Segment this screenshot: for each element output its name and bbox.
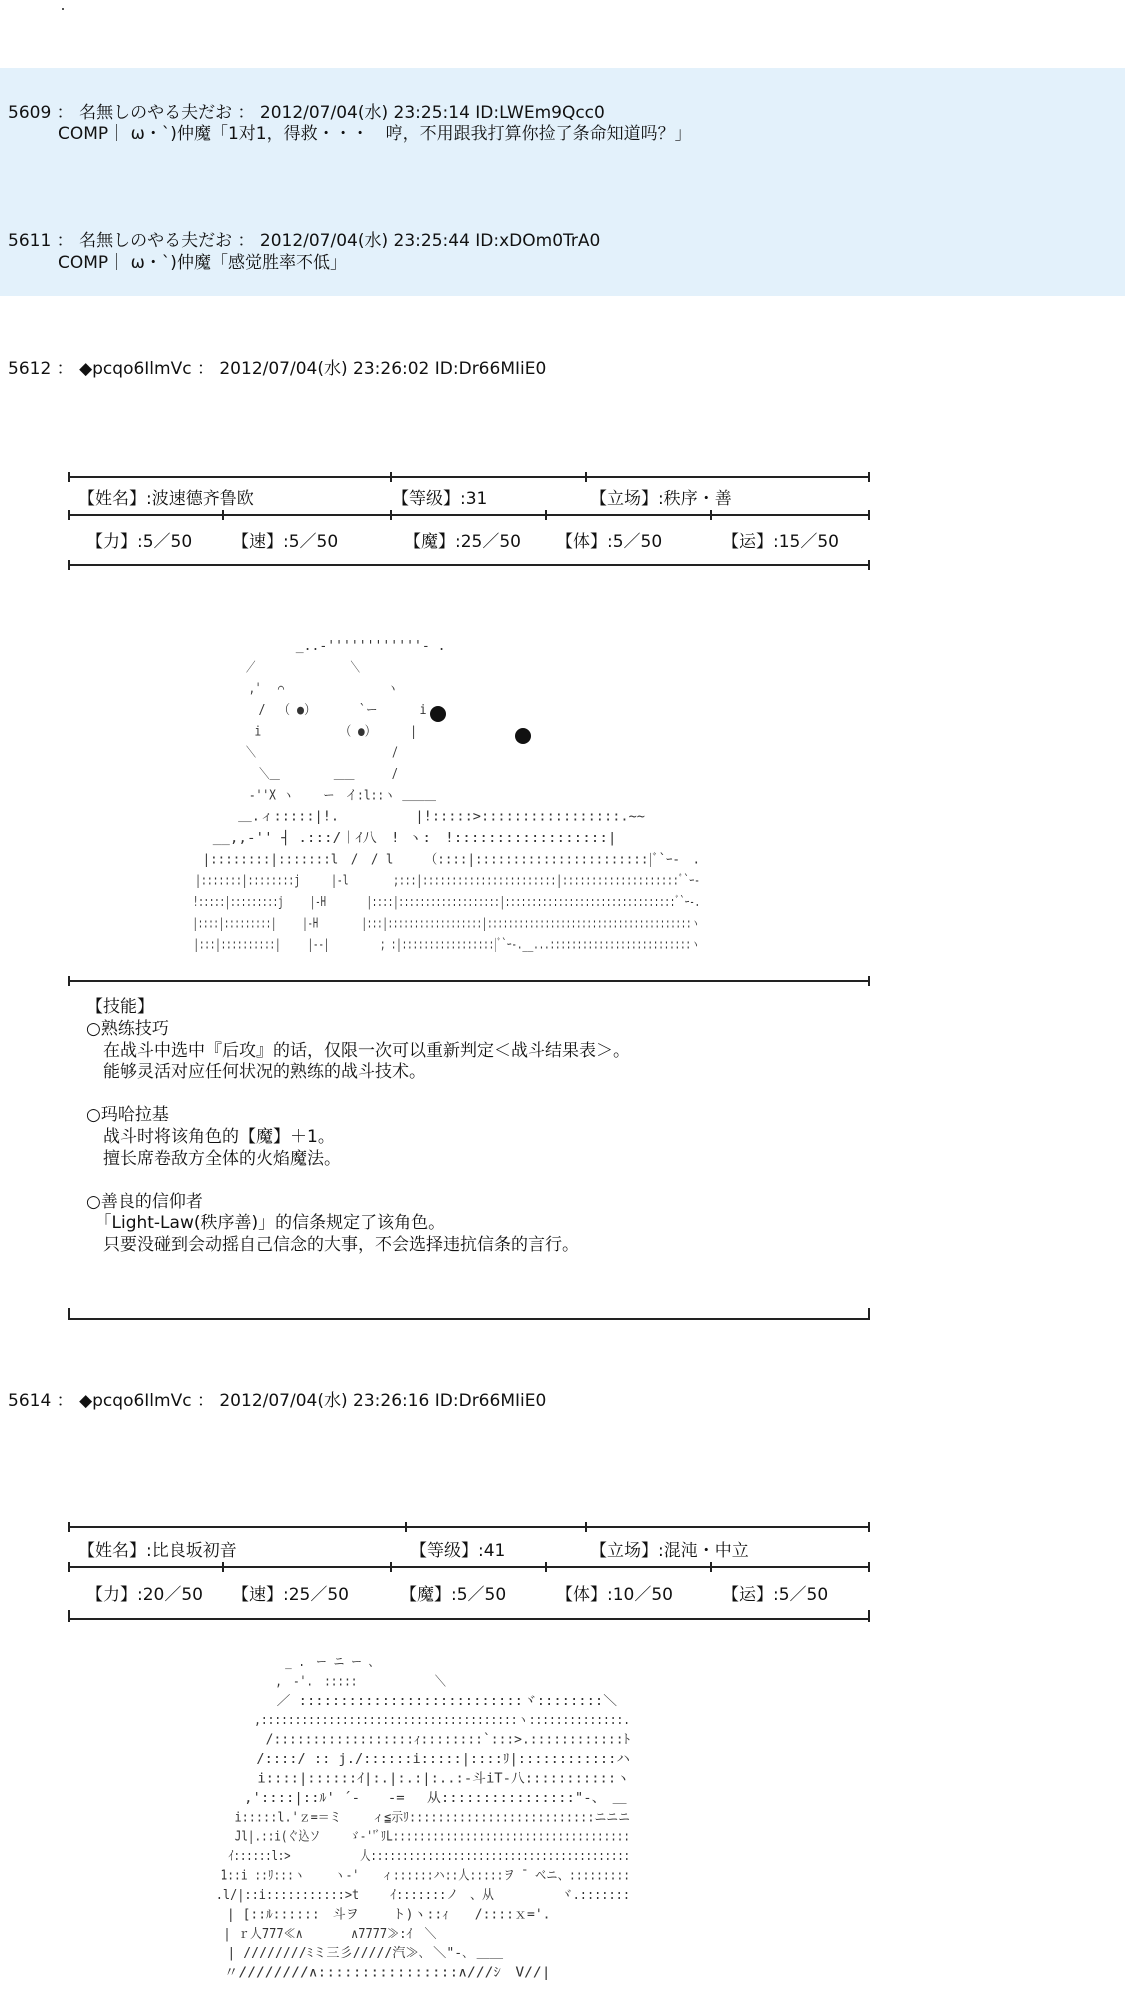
card-tick bbox=[68, 472, 70, 482]
ascii-art-line: ,' ⌒ ヽ bbox=[170, 681, 398, 697]
card-tick bbox=[390, 472, 392, 482]
ascii-art-line: |:::|::::::::::| |--| ; :|:::::::::::::::::|ﾞ`ｰ-.__...::::::::::::::::::::::::::ヽ bbox=[170, 937, 700, 953]
ascii-art-line: Jl|.::i(ぐ込ソ ゞ-''ﾞﾘL:::::::::::::::::::::::::::::::::::: bbox=[180, 1829, 630, 1845]
ascii-art-line: | ｒ人777≪∧ ∧7777≫:ｲ ＼ bbox=[180, 1926, 437, 1942]
ascii-art-line: ＼ / bbox=[170, 745, 398, 761]
ascii-art-line: ／ ＼ bbox=[170, 660, 360, 676]
skill-line: 擅长席卷敌方全体的火焰魔法。 bbox=[86, 1148, 341, 1169]
character-level: 【等级】:31 bbox=[392, 489, 488, 509]
card-tick bbox=[68, 1562, 70, 1572]
character-alignment: 【立场】:混沌・中立 bbox=[590, 1541, 749, 1561]
card-tick bbox=[390, 1562, 392, 1572]
card-tick bbox=[390, 510, 392, 520]
card-tick bbox=[868, 1522, 870, 1532]
ascii-art-line: ,::::::::::::::::::::::::::::::::::::::ヽ::::::::::::::. bbox=[180, 1713, 630, 1729]
ascii-art-line: 〃////////∧::::::::::::::::∧///ｼ V//| bbox=[180, 1965, 551, 1981]
ascii-art-line: 1::i ::ﾘ:::ヽ ヽ-' ィ::::::ハ::人:::::ヲ ˉ ベニ、::::::::: bbox=[180, 1868, 630, 1884]
post-body-5611: COMP｜ ω・`)仲魔「感觉胜率不低」 bbox=[58, 253, 347, 273]
card-rule bbox=[68, 1618, 870, 1620]
card-tick bbox=[585, 472, 587, 482]
card-rule bbox=[68, 564, 870, 566]
post-header-5609: 5609 ： 名無しのやる夫だお ： 2012/07/04(水) 23:25:14 ID:LWEm9Qcc0 bbox=[8, 103, 605, 123]
ascii-art-character-2 bbox=[180, 1652, 640, 2002]
ascii-art-canvas bbox=[170, 636, 710, 976]
card-tick bbox=[868, 1562, 870, 1572]
ascii-art-line: /::::::::::::::::::ｨ::::::::`:::>.::::::::::::ﾄ bbox=[180, 1732, 630, 1748]
card-rule bbox=[68, 1566, 870, 1568]
character-alignment: 【立场】:秩序・善 bbox=[590, 489, 732, 509]
card-tick bbox=[868, 560, 870, 570]
ascii-art-line: |::::::::|:::::::l / / l （::::|:::::::::::::::::::::::|ﾞ`ｰ- . bbox=[170, 852, 700, 868]
ascii-art-line: _..-''''''''''''‐ . bbox=[170, 639, 446, 654]
ascii-art-line: ＿.ィ:::::|!. |!:::::>:::::::::::::::::.~~ bbox=[170, 809, 646, 825]
card-tick bbox=[710, 510, 712, 520]
card-tick bbox=[545, 510, 547, 520]
post-body-5609: COMP｜ ω・`)仲魔「1对1，得救・・・ 哼，不用跟我打算你捡了条命知道吗？」 bbox=[58, 124, 692, 144]
card-tick bbox=[868, 510, 870, 520]
ascii-art-line: ／ :::::::::::::::::::::::::::ヾ::::::::＼ bbox=[180, 1693, 617, 1709]
stat-luck: 【运】:5／50 bbox=[722, 1585, 829, 1605]
ascii-art-line: __,,-'' ┤ .:::/｜ｲ八 ! ヽ: !::::::::::::::::::| bbox=[170, 831, 578, 846]
stat-magic: 【魔】:5／50 bbox=[400, 1585, 507, 1605]
ascii-art-character-1 bbox=[170, 636, 710, 980]
stat-speed: 【速】:25／50 bbox=[232, 1585, 349, 1605]
card-tick bbox=[68, 510, 70, 520]
skill-line: 「Light-Law(秩序善)」的信条规定了该角色。 bbox=[86, 1213, 446, 1234]
skill-line: 在战斗中选中『后攻』的话，仅限一次可以重新判定＜战斗结果表＞。 bbox=[86, 1040, 630, 1061]
ascii-art-line: -''X ヽ ー イ:l::ヽ ＿＿＿ bbox=[170, 788, 436, 804]
stat-power: 【力】:20／50 bbox=[86, 1585, 203, 1605]
ascii-art-line: ｲ::::::l:> 人::::::::::::::::::::::::::::::::::::::::: bbox=[180, 1849, 630, 1865]
stat-magic: 【魔】:25／50 bbox=[404, 532, 521, 552]
stat-speed: 【速】:5／50 bbox=[232, 532, 339, 552]
character-level: 【等级】:41 bbox=[410, 1541, 506, 1561]
skill-line: 能够灵活对应任何状况的熟练的战斗技术。 bbox=[86, 1062, 426, 1083]
skills-rule-top bbox=[68, 980, 870, 982]
skill-line: ○善良的信仰者 bbox=[86, 1191, 203, 1212]
ascii-art-line: , -'. ::::: ＼ bbox=[180, 1674, 446, 1690]
character-name: 【姓名】:比良坂初音 bbox=[78, 1541, 237, 1561]
card-tick bbox=[68, 1522, 70, 1532]
ascii-art-line: i （ ●） | bbox=[170, 724, 417, 740]
card-tick bbox=[222, 510, 224, 520]
card-rule bbox=[68, 514, 870, 516]
stat-body: 【体】:5／50 bbox=[556, 532, 663, 552]
ascii-art-line: _ . ー ニ ー 、 bbox=[180, 1655, 380, 1670]
skill-line: ○熟练技巧 bbox=[86, 1019, 169, 1039]
ascii-art-line: | ////////ﾐミ三彡/////汽≫､ ＼"-､ ＿＿ bbox=[180, 1946, 503, 1962]
skill-line: ○玛哈拉基 bbox=[86, 1105, 169, 1126]
ascii-art-line: !:::::|:::::::::j |-H |::::|:::::::::::::::::::|::::::::::::::::::::::::::::::::ﾞ`ｰ-. bbox=[170, 895, 700, 910]
eye-left bbox=[430, 706, 446, 722]
card-tick bbox=[68, 1610, 70, 1622]
ascii-art-line: ,'::::|::ﾙ' ´- -= 从::::::::::::::::"-、 ＿ bbox=[180, 1790, 627, 1806]
card-tick bbox=[68, 1308, 70, 1320]
skills-rule-bottom bbox=[68, 1318, 870, 1320]
stat-power: 【力】:5／50 bbox=[86, 532, 193, 552]
card-tick bbox=[222, 1562, 224, 1572]
post-header-5612: 5612 ： ◆pcqo6IlmVc ： 2012/07/04(水) 23:26:02 ID:Dr66MIiE0 bbox=[8, 359, 547, 379]
card-tick bbox=[68, 560, 70, 570]
ascii-art-line: / （ ●） `ー i bbox=[170, 703, 427, 718]
eye-right bbox=[515, 728, 531, 744]
card-tick bbox=[585, 1522, 587, 1532]
card-tick bbox=[868, 472, 870, 482]
card-tick bbox=[68, 976, 70, 986]
skill-line: 战斗时将该角色的【魔】＋1。 bbox=[86, 1127, 335, 1147]
ascii-art-line: .l/|::i:::::::::::>t ｲ:::::::ノ 、从 ヾ.::::::: bbox=[180, 1887, 630, 1903]
ascii-art-line: /::::/ :: j./::::::i:::::|::::ﾘ|::::::::::::ハ bbox=[180, 1752, 630, 1768]
character-name: 【姓名】:波速德齐鲁欧 bbox=[78, 489, 254, 509]
stat-body: 【体】:10／50 bbox=[556, 1585, 673, 1605]
ascii-art-line: |::::|:::::::::| |-H |:::|::::::::::::::::::|:::::::::::::::::::::::::::::::::::::::ヽ bbox=[170, 916, 700, 932]
ascii-art-line: i:::::l.'ｚ=＝ミ ィ≦示ﾘ::::::::::::::::::::::::::ニニニ bbox=[180, 1810, 630, 1826]
corner-dot bbox=[62, 8, 64, 10]
card-rule bbox=[68, 1526, 870, 1528]
card-tick bbox=[710, 1562, 712, 1572]
card-rule bbox=[68, 476, 870, 478]
card-tick bbox=[868, 976, 870, 986]
skills-title: 【技能】 bbox=[86, 997, 154, 1017]
card-tick bbox=[868, 1610, 870, 1622]
ascii-art-line: i::::|::::::ｲ|:.|:.:|:..:-斗iT-八:::::::::::ヽ bbox=[180, 1771, 604, 1787]
post-header-5614: 5614 ： ◆pcqo6IlmVc ： 2012/07/04(水) 23:26:16 ID:Dr66MIiE0 bbox=[8, 1391, 547, 1411]
stat-luck: 【运】:15／50 bbox=[722, 532, 839, 552]
card-tick bbox=[405, 1522, 407, 1532]
ascii-art-line: |:::::::|::::::::j |-l ;:::|:::::::::::::::::::::::|::::::::::::::::::::ﾞ`ｰ- bbox=[170, 873, 700, 889]
ascii-art-canvas bbox=[180, 1652, 640, 1998]
card-tick bbox=[868, 1308, 870, 1320]
post-header-5611: 5611 ： 名無しのやる夫だお ： 2012/07/04(水) 23:25:44 ID:xDOm0TrA0 bbox=[8, 231, 601, 251]
ascii-art-line: ＼＿ ＿＿ / bbox=[170, 767, 398, 782]
skill-line: 只要没碰到会动摇自己信念的大事，不会选择违抗信条的言行。 bbox=[86, 1235, 579, 1255]
ascii-art-line: | [::ﾙ:::::: 斗ヲ ト)ヽ::ｨ /::::ｘ='. bbox=[180, 1907, 550, 1923]
card-tick bbox=[545, 1562, 547, 1572]
